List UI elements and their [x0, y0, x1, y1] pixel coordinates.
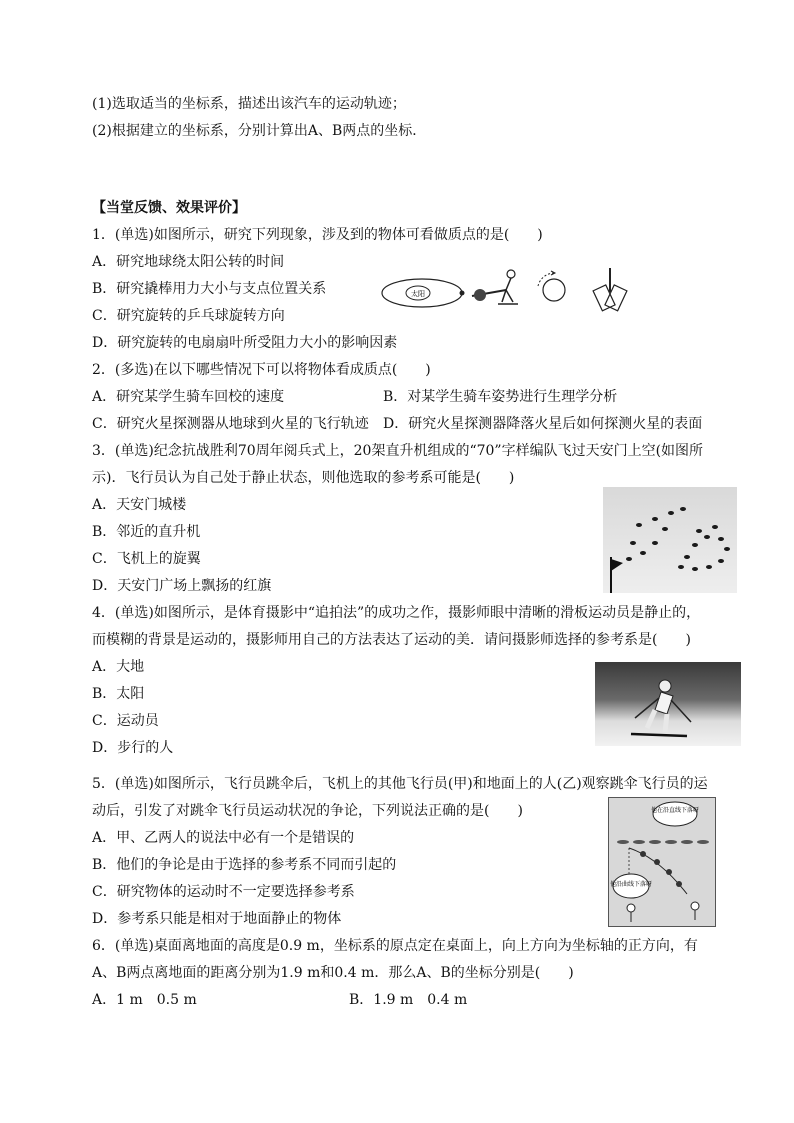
- helicopter-formation-photo: [603, 487, 737, 593]
- bubble-bottom-text: 他沿曲线下落呀: [609, 881, 653, 888]
- q2-option-b: B．对某学生骑车姿势进行生理学分析: [383, 389, 618, 405]
- q1-option-a: A．研究地球绕太阳公转的时间: [92, 254, 285, 270]
- q6-stem-line-2: A、B两点离地面的距离分别为1.9 m和0.4 m．那么A、B的坐标分别是( ): [92, 965, 574, 981]
- bubble-top-text: 他在沿直线下落呀: [650, 807, 700, 814]
- q4-stem-line-2: 而模糊的背景是运动的，摄影师用自己的方法表达了运动的美．请问摄影师选择的参考系是( ): [92, 632, 691, 648]
- q2-option-a: A．研究某学生骑车回校的速度: [92, 389, 285, 405]
- q4-option-d: D．步行的人: [92, 740, 174, 756]
- q3-option-b: B．邻近的直升机: [92, 524, 201, 540]
- q5-option-d: D．参考系只能是相对于地面静止的物体: [92, 911, 342, 927]
- q1-figure: [380, 266, 640, 316]
- skier-icon: [595, 662, 741, 746]
- q5-option-a: A．甲、乙两人的说法中必有一个是错误的: [92, 830, 355, 846]
- q2-option-d: D．研究火星探测器降落火星后如何探测火星的表面: [383, 416, 703, 432]
- q6-option-a: A．1 m 0.5 m: [92, 992, 197, 1008]
- q3-option-a: A．天安门城楼: [92, 497, 187, 513]
- q5-stem-line-2: 动后，引发了对跳伞飞行员运动状况的争论，下列说法正确的是( ): [92, 803, 523, 819]
- q3-stem-line-2: 示)．飞行员认为自己处于静止状态，则他选取的参考系可能是( ): [92, 470, 515, 486]
- q2-stem: 2．(多选)在以下哪些情况下可以将物体看成质点( ): [92, 362, 431, 378]
- q6-option-b: B．1.9 m 0.4 m: [349, 992, 468, 1008]
- q3-option-c: C．飞机上的旋翼: [92, 551, 201, 567]
- section-title: 【当堂反馈、效果评价】: [92, 200, 246, 216]
- q5-option-c: C．研究物体的运动时不一定要选择参考系: [92, 884, 355, 900]
- q5-option-b: B．他们的争论是由于选择的参考系不同而引起的: [92, 857, 397, 873]
- q1-option-c: C．研究旋转的乒乓球旋转方向: [92, 308, 285, 324]
- intro-line-2: (2)根据建立的坐标系，分别计算出A、B两点的坐标．: [92, 123, 427, 139]
- q4-stem-line-1: 4．(单选)如图所示，是体育摄影中“追拍法”的成功之作，摄影师眼中清晰的滑板运动员是静止的，: [92, 605, 701, 621]
- q1-option-d: D．研究旋转的电扇扇叶所受阻力大小的影响因素: [92, 335, 398, 351]
- q5-stem-line-1: 5．(单选)如图所示，飞行员跳伞后，飞机上的其他飞行员(甲)和地面上的人(乙)观察跳伞飞行员的运: [92, 776, 708, 792]
- parachute-icon: [609, 798, 715, 926]
- skier-photo: [595, 662, 741, 746]
- crowbar-icon: [472, 270, 518, 304]
- helicopter-formation-icon: [603, 487, 737, 593]
- q4-option-c: C．运动员: [92, 713, 159, 729]
- q3-stem-line-1: 3．(单选)纪念抗战胜利70周年阅兵式上，20架直升机组成的“70”字样编队飞过天安门上空(如图所: [92, 443, 704, 459]
- q2-option-c: C．研究火星探测器从地球到火星的飞行轨迹: [92, 416, 369, 432]
- q1-stem: 1．(单选)如图所示，研究下列现象，涉及到的物体可看做质点的是( ): [92, 227, 543, 243]
- earth-orbit-icon: [382, 279, 465, 307]
- ping-pong-ball-icon: [538, 271, 565, 301]
- intro-line-1: (1)选取适当的坐标系，描述出该汽车的运动轨迹；: [92, 96, 406, 112]
- parachute-diagram: [608, 797, 716, 927]
- q3-option-d: D．天安门广场上飘扬的红旗: [92, 578, 272, 594]
- q1-option-b: B．研究撬棒用力大小与支点位置关系: [92, 281, 327, 297]
- sun-label: 太阳: [411, 290, 425, 298]
- q6-stem-line-1: 6．(单选)桌面离地面的高度是0.9 m，坐标系的原点定在桌面上，向上方向为坐标轴的正方向，有: [92, 938, 698, 954]
- q4-option-a: A．大地: [92, 659, 145, 675]
- fan-blade-icon: [593, 268, 627, 311]
- q4-option-b: B．太阳: [92, 686, 145, 702]
